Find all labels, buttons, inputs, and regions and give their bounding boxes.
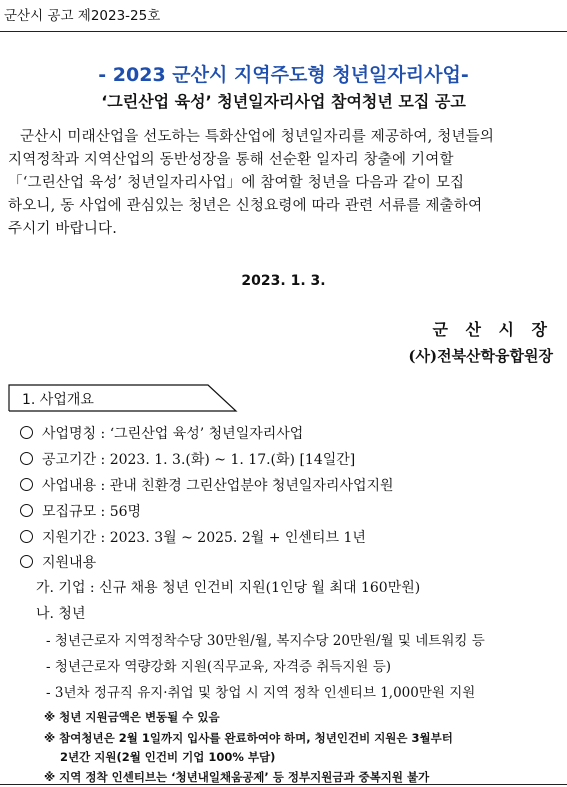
overview-item-period: 공고기간 : 2023. 1. 3.(화) ~ 1. 17.(화) [14일간] xyxy=(20,449,355,469)
overview-item-content: 사업내용 : 관내 친환경 그린산업분야 청년일자리사업지원 xyxy=(20,475,394,495)
issuer-mayor: 군 산 시 장 xyxy=(432,320,553,339)
note-continued: 2년간 지원(2월 인건비 기업 100% 부담) xyxy=(60,750,276,764)
intro-line: 「‘그린산업 육성’ 청년일자리사업」에 참여할 청년을 다음과 같이 모집 xyxy=(8,175,465,191)
issuer-association: (사)전북산학융합원장 xyxy=(408,347,553,365)
circle-bullet-icon xyxy=(20,555,33,568)
bottom-divider xyxy=(0,784,567,785)
note: ※ 지역 정착 인센티브는 ‘청년내일채움공제’ 등 정부지원금과 중복지원 불가 xyxy=(44,770,430,784)
circle-bullet-icon xyxy=(20,530,33,543)
intro-line: 하오니, 동 사업에 관심있는 청년은 신청요령에 따라 관련 서류를 제출하여 xyxy=(8,198,483,214)
support-youth-item: - 청년근로자 역량강화 지원(직무교육, 자격증 취득지원 등) xyxy=(46,659,392,675)
support-youth: 나. 청년 xyxy=(36,606,86,622)
circle-bullet-icon xyxy=(20,478,33,491)
intro-line: 군산시 미래산업을 선도하는 특화산업에 청년일자리를 제공하여, 청년들의 xyxy=(20,129,495,145)
support-youth-item: - 3년차 정규직 유지·취업 및 창업 시 지역 정착 인센티브 1,000만원 지원 xyxy=(46,685,476,701)
intro-line: 지역정착과 지역산업의 동반성장을 통해 선순환 일자리 창출에 기여할 xyxy=(8,152,454,168)
page-subtitle: ‘그린산업 육성’ 청년일자리사업 참여청년 모집 공고 xyxy=(101,92,466,111)
overview-item-size: 모집규모 : 56명 xyxy=(20,501,141,521)
support-company: 가. 기업 : 신규 채용 청년 인건비 지원(1인당 월 최대 160만원) xyxy=(36,580,421,596)
top-divider xyxy=(0,31,567,32)
page-title: - 2023 군산시 지역주도형 청년일자리사업- xyxy=(98,64,469,86)
note: ※ 청년 지원금액은 변동될 수 있음 xyxy=(44,710,220,724)
intro-paragraph xyxy=(8,126,556,241)
circle-bullet-icon xyxy=(20,426,33,439)
note: ※ 참여청년은 2월 1일까지 입사를 완료하여야 하며, 청년인건비 지원은 3월부터 xyxy=(44,731,453,745)
notice-number: 군산시 공고 제2023-25호 xyxy=(4,8,161,24)
overview-item-duration: 지원기간 : 2023. 3월 ~ 2025. 2월 + 인센티브 1년 xyxy=(20,527,366,547)
section-heading: 1. 사업개요 xyxy=(22,392,94,408)
intro-line: 주시기 바랍니다. xyxy=(8,221,118,237)
circle-bullet-icon xyxy=(20,452,33,465)
section-heading-box xyxy=(8,384,230,410)
circle-bullet-icon xyxy=(20,504,33,517)
support-youth-item: - 청년근로자 지역정착수당 30만원/월, 복지수당 20만원/월 및 네트워킹 등 xyxy=(46,633,485,649)
overview-item-support: 지원내용 xyxy=(20,552,96,572)
notice-date: 2023. 1. 3. xyxy=(241,273,326,289)
overview-item-name: 사업명칭 : ‘그린산업 육성’ 청년일자리사업 xyxy=(20,423,303,443)
